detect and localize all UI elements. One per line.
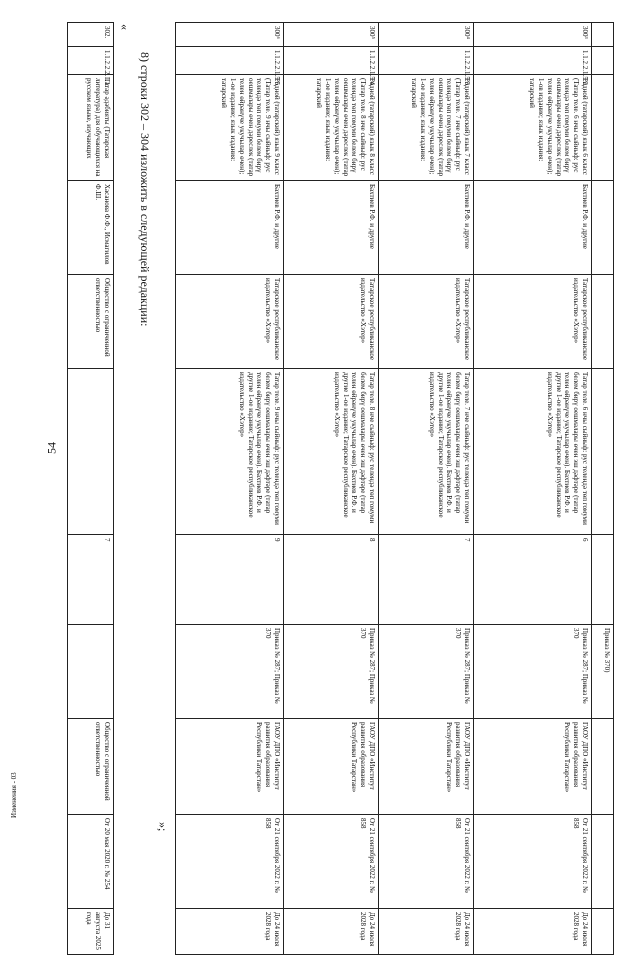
row-title: Родной (татарский) язык 7 класс (Татар теле. 7 нче сыйныф: рус телендә төп гомуми белем бирү оешмалары өчен дәреслек (татар телен өйрәнүче укучылар өчен); 1-ое издание; язык издания: татарский — [379, 75, 474, 181]
row-date-from: От 21 сентября 2022 г. № 858 — [379, 815, 474, 909]
row-date-to: До 24 июля 2028 года — [379, 909, 474, 955]
table-row — [284, 23, 379, 955]
rotated-content — [66, 22, 614, 950]
row-appendix: Татар теле. 6 нчы сыйныф: рус телендә төп гомуми белем бирү оешмалары өчен эш дәфтәре (татар телен өйрәнүче укучылар өчен). Бахтиев Р.Ф. и другие 1-ое издание; Татарское республиканское издательство «Хэтер» — [474, 369, 592, 535]
row-org: Общество с ограниченной ответственностью — [68, 275, 114, 369]
row-org2: Общество с ограниченной ответственностью — [68, 719, 114, 815]
opening-quote: « — [118, 24, 132, 30]
row-code: 1.1.2.2.2.1.1. — [68, 47, 114, 75]
row-n: 7 — [379, 535, 474, 625]
partial-row — [592, 23, 614, 955]
row-org: ГАОУ ДПО «Институт развития образования Республики Татарстан» — [176, 719, 284, 815]
row-title: Родной (татарский) язык 8 класс (Татар теле. 8 нче сыйныф: рус телендә төп гомуми белем бирү оешмалары өчен дәреслек (татар телен өйрәнүче укучылар өчен); 1-ое издание; язык издания: татарский — [284, 75, 379, 181]
page-number: 54 — [44, 442, 59, 454]
table-row — [379, 23, 474, 955]
row-n: 7 — [68, 535, 114, 625]
row-order: Приказ № 287; Приказ № 370 — [474, 625, 592, 719]
row-date-to: До 24 июля 2028 года — [284, 909, 379, 955]
row-authors: Бахтиев Р.Ф. и другие — [379, 181, 474, 275]
row-n: 8 — [284, 535, 379, 625]
closing-quote: »; — [156, 822, 170, 832]
row-order: Приказ № 287; Приказ № 370 — [176, 625, 284, 719]
row-appendix: Татар теле. 9 нчы сыйныф: рус телендә төп гомуми белем бирү оешмалары өчен эш дәфтәре (татар телен өйрәнүче укучылар өчен). Бахтиев Р.Ф. и другие 1-ое издание; Татарское республиканское издательство «Хэтер» — [176, 369, 284, 535]
row-title: Родной (татарский) язык 6 класс (Татар теле. 6 нчы сыйныф: рус телендә төп гомуми белем бирү оешмалары өчен дәреслек (татар телен өйрәнүче укучылар өчен); 1-ов издание; язык издания: татарский — [474, 75, 592, 181]
table-row — [68, 23, 114, 955]
table-row — [474, 23, 592, 955]
row-org: ГАОУ ДПО «Институт развития образования Республики Татарстан» — [474, 719, 592, 815]
row-authors: Бахтиев Р.Ф. и другие — [474, 181, 592, 275]
row-n: 6 — [474, 535, 592, 625]
row-code: 1.1.2.2.1.5.4. — [284, 47, 379, 75]
footer-note: Изменения - 03 — [10, 772, 18, 818]
row-appendix: Татар теле. 7 нче сыйныф: рус телендә төп гомуми белем бирү оешмалары өчен эш дәфтәре (татар телен өйрәнүче укучылар өчен). Бахтиев Р.Ф. и другие 1-ое издание; Татарское республиканское издательство «Хэтер» — [379, 369, 474, 535]
partial-order-cell: Приказ № 370) — [592, 625, 614, 719]
row-appendix: Татар теле. 8 нче сыйныф: рус телендә төп гомуми белем бирү оешмалары өчен эш дәфтәре (татар телен өйрәнүче укучылар өчен). Бахтиев Р.Ф. и другие 1-ое издание; Татарское республиканское издательство «Хэтер» — [284, 369, 379, 535]
row-date-from: От 21 сентября 2022 г. № 858 — [176, 815, 284, 909]
next-table — [67, 22, 114, 955]
row-publisher: Татарское республиканское издательство «Хэтер» — [176, 275, 284, 369]
row-publisher: Татарское республиканское издательство «Хэтер» — [379, 275, 474, 369]
row-code: 1.1.2.2.1.5.5. — [176, 47, 284, 75]
row-org: ГАОУ ДПО «Институт развития образования Республики Татарстан» — [284, 719, 379, 815]
row-date-from: От 21 сентября 2022 г. № 858 — [474, 815, 592, 909]
row-publisher: Татарское республиканское издательство «Хэтер» — [284, 275, 379, 369]
row-id: 300³ — [474, 23, 592, 47]
table-row — [176, 23, 284, 955]
row-id: 300⁵ — [284, 23, 379, 47]
row-id: 302. — [68, 23, 114, 47]
row-title: Татар әдәбияты (Татарская литература) для обучающихся на русском языке, изучающих — [68, 75, 114, 181]
row-order: Приказ № 287; Приказ № 370 — [379, 625, 474, 719]
row-title: Родной (татарский) язык 9 класс (Татар теле. 9 нчы сыйныф: рус телендә төп гомуми белем бирү оешмалары өчен дәреслек (татар телен өйрәнүче укучылар өчен); 1-ое издание; язык издания: татарский — [176, 75, 284, 181]
row-authors: Бахтиев Р.Ф. и другие — [176, 181, 284, 275]
row-authors: Бахтиев Р.Ф. и другие — [284, 181, 379, 275]
row-date-to: До 31 августа 2025 года — [68, 909, 114, 955]
row-authors: Хасанова Ф.Ф., Исмагилов Ф.Ш. — [68, 181, 114, 275]
row-n: 9 — [176, 535, 284, 625]
row-id: 300⁴ — [379, 23, 474, 47]
row-id: 300⁶ — [176, 23, 284, 47]
textbook-table — [175, 22, 614, 955]
row-code: 1.1.2.2.1.5.3. — [379, 47, 474, 75]
amendment-heading: 8) строки 302 – 304 изложить в следующей редакции: — [138, 52, 152, 327]
row-code: 1.1.2.2.1.5.2. — [474, 47, 592, 75]
row-date-to: До 24 июля 2028 года — [474, 909, 592, 955]
row-date-to: До 24 июля 2028 года — [176, 909, 284, 955]
row-publisher: Татарское республиканское издательство «Хэтер» — [474, 275, 592, 369]
row-date-from: От 20 мая 2020 г. № 254 — [68, 815, 114, 909]
row-date-from: От 21 сентября 2022 г. № 858 — [284, 815, 379, 909]
row-org: ГАОУ ДПО «Институт развития образования Республики Татарстан» — [379, 719, 474, 815]
row-order: Приказ № 287; Приказ № 370 — [284, 625, 379, 719]
